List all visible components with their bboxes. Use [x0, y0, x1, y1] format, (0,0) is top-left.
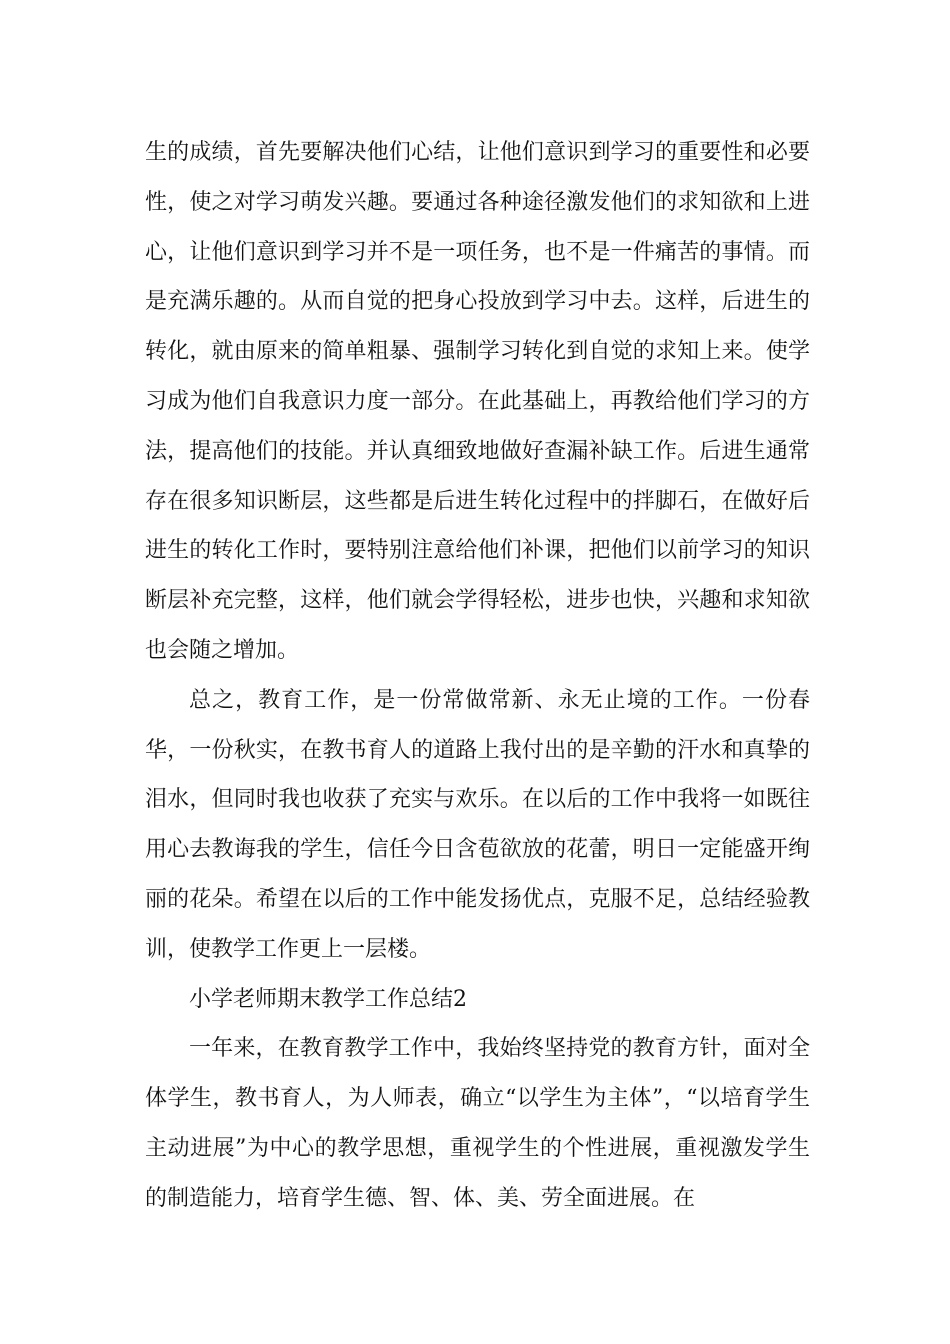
- paragraph-2: 总之，教育工作，是一份常做常新、永无止境的工作。一份春华，一份秋实，在教书育人的道路上我付出的是辛勤的汗水和真挚的泪水，但同时我也收获了充实与欢乐。在以后的工作中我将一如既往用心去教诲我的学生，信任今日含苞欲放的花蕾，明日一定能盛开绚丽的花朵。希望在以后的工作中能发扬优点，克服不足，总结经验教训，使教学工作更上一层楼。: [145, 687, 810, 962]
- paragraph-1: 生的成绩，首先要解决他们心结，让他们意识到学习的重要性和必要性，使之对学习萌发兴趣。要通过各种途径激发他们的求知欲和上进心，让他们意识到学习并不是一项任务，也不是一件痛苦的事情。而是充满乐趣的。从而自觉的把身心投放到学习中去。这样，后进生的转化，就由原来的简单粗暴、强制学习转化到自觉的求知上来。使学习成为他们自我意识力度一部分。在此基础上，再教给他们学习的方法，提高他们的技能。并认真细致地做好查漏补缺工作。后进生通常存在很多知识断层，这些都是后进生转化过程中的拌脚石，在做好后进生的转化工作时，要特别注意给他们补课，把他们以前学习的知识断层补充完整，这样，他们就会学得轻松，进步也快，兴趣和求知欲也会随之增加。: [145, 140, 810, 663]
- paragraph-3: 一年来，在教育教学工作中，我始终坚持党的教育方针，面对全体学生，教书育人，为人师表，确立“以学生为主体”，“以培育学生主动进展”为中心的教学思想，重视学生的个性进展，重视激发学生的制造能力，培育学生德、智、体、美、劳全面进展。在: [145, 1036, 810, 1211]
- section-heading: 小学老师期末教学工作总结2: [189, 986, 467, 1012]
- document-body: [145, 128, 810, 1224]
